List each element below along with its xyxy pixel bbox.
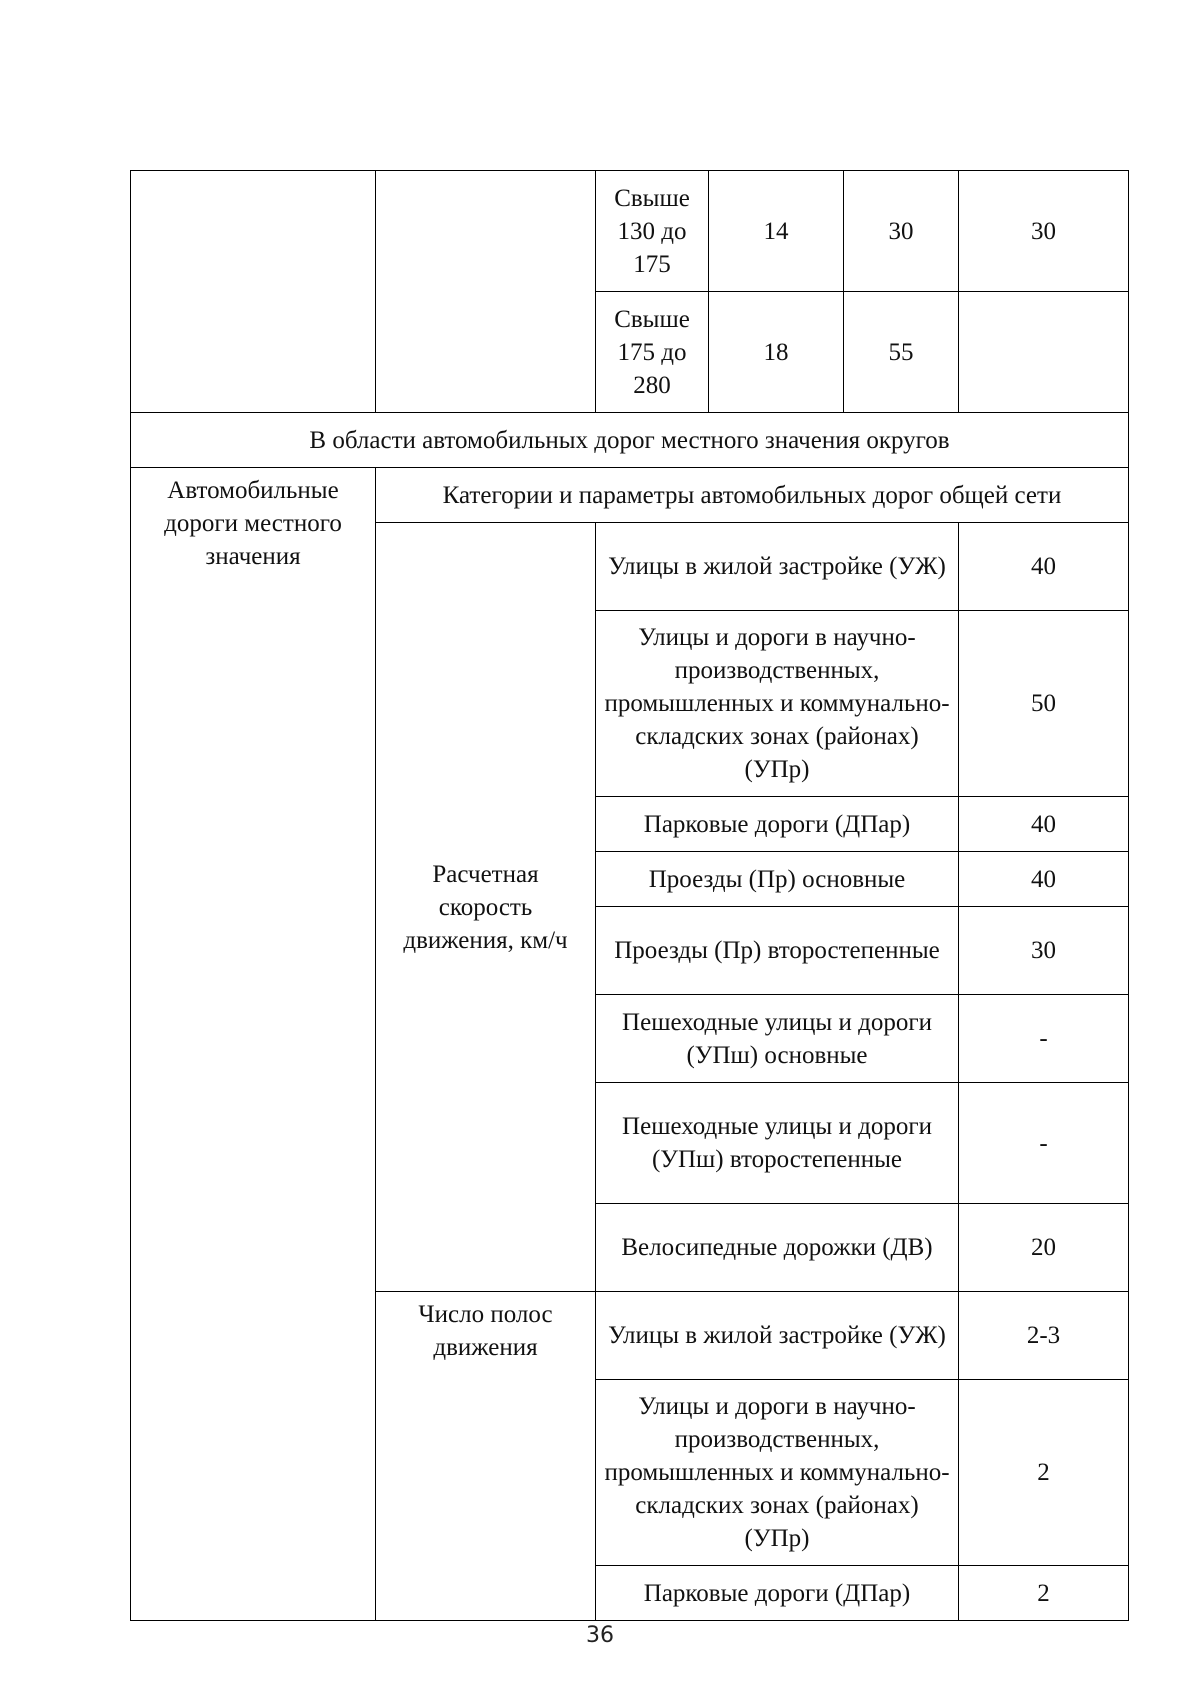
value-cell: - (959, 1083, 1129, 1204)
value-cell: 30 (959, 171, 1129, 292)
table-row (131, 413, 1129, 468)
value-cell: 18 (709, 292, 844, 413)
road-type-cell: Проезды (Пр) второстепенные (596, 907, 959, 995)
value-cell: 40 (959, 852, 1129, 907)
road-type-cell: Проезды (Пр) основные (596, 852, 959, 907)
table-row (131, 171, 1129, 292)
speed-label-cell: Расчетная скорость движения, км/ч (376, 523, 596, 1292)
road-type-cell: Улицы и дороги в научно-производственных, промышленных и коммунально-складских зонах (районах) (УПр) (596, 611, 959, 797)
empty-cell (376, 171, 596, 413)
value-cell (959, 292, 1129, 413)
road-parameters-table (130, 170, 1129, 1621)
road-type-cell: Улицы и дороги в научно-производственных, промышленных и коммунально-складских зонах (районах) (УПр) (596, 1380, 959, 1566)
road-type-cell: Улицы в жилой застройке (УЖ) (596, 1292, 959, 1380)
empty-cell (131, 171, 376, 413)
value-cell: 2-3 (959, 1292, 1129, 1380)
road-type-cell: Пешеходные улицы и дороги (УПш) основные (596, 995, 959, 1083)
value-cell: - (959, 995, 1129, 1083)
road-type-cell: Улицы в жилой застройке (УЖ) (596, 523, 959, 611)
road-type-cell: Пешеходные улицы и дороги (УПш) второстепенные (596, 1083, 959, 1204)
value-cell: 50 (959, 611, 1129, 797)
value-cell: 30 (959, 907, 1129, 995)
value-cell: 30 (844, 171, 959, 292)
road-type-cell: Велосипедные дорожки (ДВ) (596, 1204, 959, 1292)
load-range-cell: Свыше 130 до 175 (596, 171, 709, 292)
categories-header-cell: Категории и параметры автомобильных дорог общей сети (376, 468, 1129, 523)
table-row (131, 468, 1129, 523)
section-title-cell: В области автомобильных дорог местного значения округов (131, 413, 1129, 468)
value-cell: 20 (959, 1204, 1129, 1292)
road-type-cell: Парковые дороги (ДПар) (596, 797, 959, 852)
value-cell: 40 (959, 797, 1129, 852)
lanes-label-cell: Число полос движения (376, 1292, 596, 1621)
value-cell: 40 (959, 523, 1129, 611)
value-cell: 2 (959, 1380, 1129, 1566)
value-cell: 55 (844, 292, 959, 413)
value-cell: 14 (709, 171, 844, 292)
load-range-cell: Свыше 175 до 280 (596, 292, 709, 413)
page-number: 36 (586, 1623, 614, 1648)
value-cell: 2 (959, 1566, 1129, 1621)
local-roads-label-cell: Автомобильные дороги местного значения (131, 468, 376, 1621)
road-type-cell: Парковые дороги (ДПар) (596, 1566, 959, 1621)
